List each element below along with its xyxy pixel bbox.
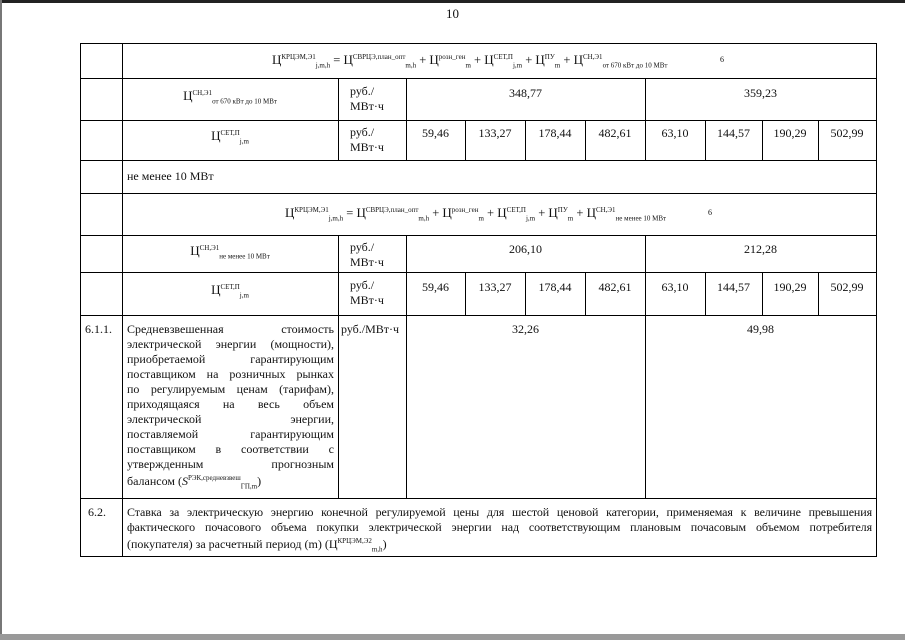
set-10mw-label: $Ц^{СЕТ,П}_{j,m}$ bbox=[211, 282, 249, 300]
description-line: утвержденным прогнозным bbox=[127, 457, 334, 471]
set-10mw-value: 144,57 bbox=[717, 280, 750, 294]
set-670-value: 59,46 bbox=[422, 126, 449, 140]
scan-left-edge bbox=[0, 0, 2, 640]
set-670-value: 133,27 bbox=[478, 126, 512, 140]
sn-670-value-2: 359,23 bbox=[744, 86, 777, 100]
set-670-value: 502,99 bbox=[830, 126, 864, 140]
sn-670-label: $Ц^{СН,Э1}_{от 670 кВт до 10 МВт}$ bbox=[183, 88, 277, 106]
description-line: поставляемой гарантирующим bbox=[127, 427, 334, 441]
set-670-value: 144,57 bbox=[717, 126, 750, 140]
set-10mw-value: 133,27 bbox=[478, 280, 512, 294]
description-line: Ставка за электрическую энергию конечной регулируемой цены для шестой ценовой категории, применяемая к величине превышения bbox=[127, 505, 872, 519]
set-10mw-value: 63,10 bbox=[661, 280, 689, 294]
description-line: балансом $(S^{РЭК,средневзвеш}_{ГП,m})$ bbox=[127, 474, 262, 491]
set-10mw-value: 178,44 bbox=[538, 280, 572, 294]
description-line: приобретаемой гарантирующим bbox=[127, 352, 334, 366]
set-670-value: 190,29 bbox=[773, 126, 807, 140]
description-line: поставщиком на розничных рынках bbox=[127, 367, 334, 381]
set-670-value: 178,44 bbox=[538, 126, 572, 140]
set-10mw-value: 59,46 bbox=[422, 280, 449, 294]
description-line: электрической энергии, bbox=[127, 412, 334, 426]
description-line: приходящаяся на весь объем bbox=[127, 397, 334, 411]
description-line: Средневзвешенная стоимость bbox=[127, 322, 334, 336]
sn-10mw-unit: руб./ МВт·ч bbox=[350, 240, 384, 269]
set-10mw-value: 190,29 bbox=[773, 280, 807, 294]
footnote-marker: 6 bbox=[720, 55, 724, 64]
set-670-unit: руб./ МВт·ч bbox=[350, 125, 384, 154]
row-6-1-1-value-2: 49,98 bbox=[747, 322, 774, 336]
row-number-6-2: 6.2. bbox=[88, 505, 106, 519]
sn-670-value-1: 348,77 bbox=[509, 86, 542, 100]
row-6-2-description bbox=[127, 505, 872, 552]
formula-10mw: $Ц^{КРЦЭМ,Э1}_{j,m,h} = Ц^{СВРЦЭ,план\_опт}_{m,h} + Ц^{розн\_ген}_m + Ц^{СЕТ,П}_{j,m} + Ц^{ПУ}_m + Ц^{СН,Э1}_{не менее 10 МВт}$ bbox=[285, 205, 667, 223]
sn-10mw-label: $Ц^{СН,Э1}_{не менее 10 МВт}$ bbox=[190, 243, 270, 261]
sn-10mw-value-1: 206,10 bbox=[509, 242, 542, 256]
description-line: поставщиком в соответствии с bbox=[127, 442, 334, 456]
sn-10mw-value-2: 212,28 bbox=[744, 242, 777, 256]
row-6-1-1-unit: руб./МВт·ч bbox=[341, 322, 400, 336]
row-6-1-1-value-1: 32,26 bbox=[512, 322, 539, 336]
sn-670-unit: руб./ МВт·ч bbox=[350, 84, 384, 113]
set-10mw-unit: руб./ МВт·ч bbox=[350, 278, 384, 307]
footnote-marker: 6 bbox=[708, 208, 712, 217]
set-670-value: 482,61 bbox=[598, 126, 632, 140]
description-line: (покупателя) за расчетный период (m) $(Ц^{КРЦЭМ,Э2}_{m,h})$ bbox=[127, 537, 387, 554]
set-670-label: $Ц^{СЕТ,П}_{j,m}$ bbox=[211, 128, 249, 146]
section-heading-10mw: не менее 10 МВт bbox=[127, 169, 214, 183]
set-10mw-value: 482,61 bbox=[598, 280, 632, 294]
formula-670kw-10mw: $Ц^{КРЦЭМ,Э1}_{j,m,h} = Ц^{СВРЦЭ,план\_опт}_{m,h} + Ц^{розн\_ген}_m + Ц^{СЕТ,П}_{j,m} + Ц^{ПУ}_m + Ц^{СН,Э1}_{от 670 кВт до 10 МВт}$ bbox=[272, 52, 668, 70]
scan-top-edge bbox=[0, 0, 905, 3]
description-line: электрической энергии (мощности), bbox=[127, 337, 334, 351]
scan-bottom-edge bbox=[0, 634, 905, 640]
description-line: фактического почасового объема покупки электрической энергии над соответствующим плановым почасовым объемом потребителя bbox=[127, 520, 872, 534]
set-670-value: 63,10 bbox=[661, 126, 689, 140]
page-number: 10 bbox=[446, 6, 459, 21]
row-6-1-1-description bbox=[127, 322, 334, 489]
row-number-6-1-1: 6.1.1. bbox=[85, 322, 112, 336]
set-10mw-value: 502,99 bbox=[830, 280, 864, 294]
description-line: по регулируемым ценам (тарифам), bbox=[127, 382, 334, 396]
